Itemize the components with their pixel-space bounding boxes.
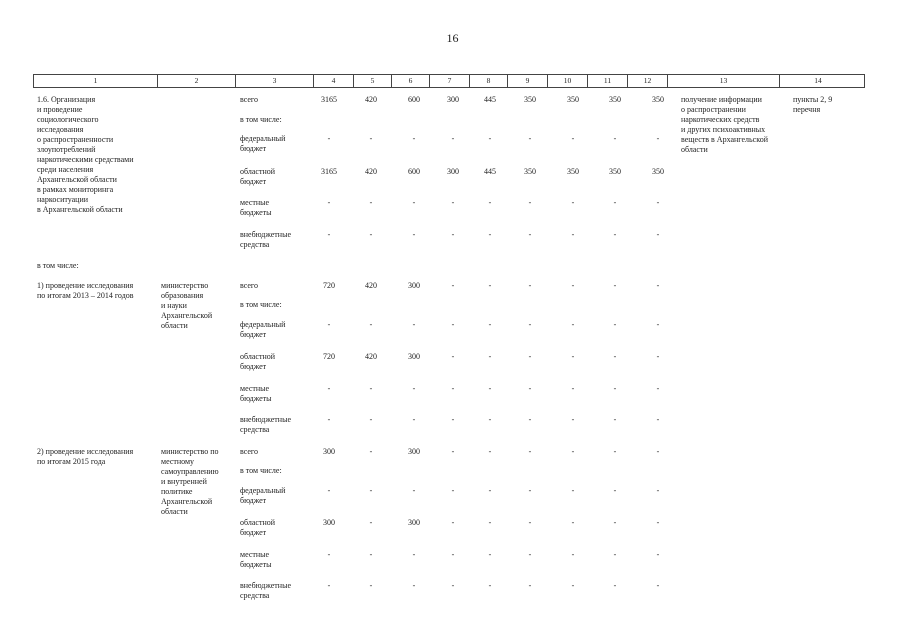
cell-value: -: [369, 134, 373, 143]
cell-value: -: [327, 486, 331, 495]
cell-value: -: [327, 198, 331, 207]
cell-value: 300: [323, 518, 335, 527]
cell-value: -: [571, 447, 575, 456]
cell-value: -: [412, 415, 416, 424]
column-header-6: 6: [392, 75, 430, 87]
cell-value: -: [613, 518, 617, 527]
cell-value: 350: [652, 95, 664, 104]
cell-value: 420: [365, 95, 377, 104]
row-label: бюджеты: [240, 394, 272, 403]
cell-value: -: [369, 198, 373, 207]
cell-value: -: [327, 230, 331, 239]
subitem-executor: самоуправлению: [161, 467, 219, 476]
cell-value: -: [613, 320, 617, 329]
cell-value: -: [327, 581, 331, 590]
row-label: средства: [240, 425, 270, 434]
cell-value: -: [412, 384, 416, 393]
cell-value: -: [488, 134, 492, 143]
cell-value: -: [488, 198, 492, 207]
cell-value: -: [451, 281, 455, 290]
cell-value: -: [327, 134, 331, 143]
cell-value: -: [528, 230, 532, 239]
cell-value: 3165: [321, 167, 337, 176]
row-label: бюджет: [240, 528, 267, 537]
cell-value: -: [451, 198, 455, 207]
cell-value: -: [571, 352, 575, 361]
row-label: областной: [240, 518, 276, 527]
cell-value: 300: [408, 447, 420, 456]
cell-value: -: [613, 384, 617, 393]
section-title: наркоситуации: [37, 195, 89, 204]
row-label: бюджет: [240, 177, 267, 186]
column-header-1: 1: [34, 75, 158, 87]
cell-value: -: [369, 581, 373, 590]
cell-value: -: [451, 550, 455, 559]
row-label: внебюджетные: [240, 415, 291, 424]
cell-value: -: [656, 581, 660, 590]
expected-result: и других психоактивных: [681, 125, 766, 134]
cell-value: -: [528, 281, 532, 290]
row-label: в том числе:: [240, 466, 282, 475]
cell-value: -: [451, 134, 455, 143]
cell-value: -: [451, 352, 455, 361]
cell-value: -: [613, 486, 617, 495]
section-title: исследования: [37, 125, 84, 134]
cell-value: 720: [323, 281, 335, 290]
column-header-3: 3: [236, 75, 314, 87]
cell-value: -: [451, 415, 455, 424]
expected-result: получение информации: [681, 95, 762, 104]
cell-value: -: [613, 550, 617, 559]
expected-result: о распространении: [681, 105, 746, 114]
section-title: среди населения: [37, 165, 94, 174]
cell-value: -: [451, 486, 455, 495]
expected-result: наркотических средств: [681, 115, 760, 124]
cell-value: -: [613, 415, 617, 424]
cell-value: 300: [408, 518, 420, 527]
subitem-executor: Архангельской: [161, 497, 213, 506]
cell-value: -: [528, 486, 532, 495]
row-label: всего: [240, 281, 259, 290]
cell-value: -: [488, 352, 492, 361]
cell-value: -: [369, 230, 373, 239]
cell-value: -: [571, 320, 575, 329]
section-title: социологического: [37, 115, 99, 124]
row-label: внебюджетные: [240, 230, 291, 239]
cell-value: 350: [567, 95, 579, 104]
reference: пункты 2, 9: [793, 95, 833, 104]
cell-value: 420: [365, 281, 377, 290]
cell-value: -: [528, 550, 532, 559]
cell-value: -: [528, 581, 532, 590]
column-header-12: 12: [628, 75, 668, 87]
section-title: в рамках мониторинга: [37, 185, 114, 194]
subitem-executor: области: [161, 321, 188, 330]
row-label: бюджет: [240, 362, 267, 371]
column-header-10: 10: [548, 75, 588, 87]
section-title: в Архангельской области: [37, 205, 123, 214]
cell-value: -: [412, 550, 416, 559]
subitem-title: 2) проведение исследования: [37, 447, 134, 456]
cell-value: -: [656, 550, 660, 559]
cell-value: -: [613, 447, 617, 456]
cell-value: 350: [609, 95, 621, 104]
subitem-executor: образования: [161, 291, 204, 300]
cell-value: 300: [323, 447, 335, 456]
cell-value: 3165: [321, 95, 337, 104]
column-header-4: 4: [314, 75, 354, 87]
row-label: местные: [240, 198, 270, 207]
column-header-11: 11: [588, 75, 628, 87]
cell-value: -: [369, 550, 373, 559]
column-header-7: 7: [430, 75, 470, 87]
subitem-executor: министерство по: [161, 447, 219, 456]
cell-value: -: [412, 134, 416, 143]
subitem-executor: политике: [161, 487, 193, 496]
expected-result: области: [681, 145, 708, 154]
cell-value: -: [451, 384, 455, 393]
cell-value: -: [528, 320, 532, 329]
cell-value: 300: [408, 281, 420, 290]
section-title: и проведение: [37, 105, 83, 114]
cell-value: -: [571, 198, 575, 207]
cell-value: -: [656, 384, 660, 393]
cell-value: -: [412, 486, 416, 495]
subitem-executor: области: [161, 507, 188, 516]
cell-value: -: [528, 518, 532, 527]
section-title: Архангельской области: [37, 175, 117, 184]
cell-value: 350: [524, 167, 536, 176]
row-label: областной: [240, 352, 276, 361]
column-header-9: 9: [508, 75, 548, 87]
cell-value: -: [451, 320, 455, 329]
row-label: бюджет: [240, 330, 267, 339]
cell-value: -: [369, 447, 373, 456]
column-header-14: 14: [814, 76, 822, 85]
subitem-title: 1) проведение исследования: [37, 281, 134, 290]
cell-value: -: [488, 518, 492, 527]
cell-value: -: [656, 518, 660, 527]
cell-value: -: [327, 320, 331, 329]
cell-value: -: [571, 518, 575, 527]
cell-value: -: [528, 134, 532, 143]
cell-value: 350: [609, 167, 621, 176]
cell-value: 445: [484, 95, 496, 104]
cell-value: -: [488, 281, 492, 290]
cell-value: -: [412, 230, 416, 239]
column-header-13: 13: [668, 75, 780, 87]
row-label: местные: [240, 384, 270, 393]
expected-result: веществ в Архангельской: [681, 135, 768, 144]
cell-value: -: [528, 384, 532, 393]
cell-value: -: [369, 518, 373, 527]
cell-value: 300: [408, 352, 420, 361]
subitem-executor: Архангельской: [161, 311, 213, 320]
cell-value: 720: [323, 352, 335, 361]
cell-value: -: [327, 550, 331, 559]
row-label: федеральный: [240, 134, 286, 143]
cell-value: -: [412, 198, 416, 207]
cell-value: -: [656, 486, 660, 495]
page-number: 16: [446, 31, 459, 45]
row-label: средства: [240, 591, 270, 600]
cell-value: -: [451, 447, 455, 456]
subitem-title: по итогам 2015 года: [37, 457, 106, 466]
cell-value: -: [369, 415, 373, 424]
cell-value: -: [656, 352, 660, 361]
cell-value: -: [369, 486, 373, 495]
row-label: всего: [240, 447, 259, 456]
cell-value: 420: [365, 167, 377, 176]
cell-value: -: [613, 581, 617, 590]
cell-value: -: [528, 447, 532, 456]
cell-value: 300: [447, 167, 459, 176]
cell-value: 420: [365, 352, 377, 361]
cell-value: -: [656, 230, 660, 239]
section-title: о распространенности: [37, 135, 114, 144]
cell-value: -: [656, 320, 660, 329]
cell-value: -: [528, 198, 532, 207]
cell-value: -: [327, 415, 331, 424]
cell-value: 445: [484, 167, 496, 176]
row-label: средства: [240, 240, 270, 249]
cell-value: -: [656, 447, 660, 456]
cell-value: -: [571, 415, 575, 424]
row-label: в том числе:: [240, 300, 282, 309]
cell-value: -: [451, 581, 455, 590]
cell-value: -: [656, 415, 660, 424]
row-label: областной: [240, 167, 276, 176]
row-label: бюджет: [240, 144, 267, 153]
cell-value: -: [369, 384, 373, 393]
row-label: внебюджетные: [240, 581, 291, 590]
cell-value: -: [571, 550, 575, 559]
row-label: бюджеты: [240, 208, 272, 217]
cell-value: 350: [652, 167, 664, 176]
cell-value: -: [488, 320, 492, 329]
subitem-executor: местному: [161, 457, 195, 466]
cell-value: 350: [524, 95, 536, 104]
cell-value: -: [488, 230, 492, 239]
cell-value: -: [488, 581, 492, 590]
cell-value: -: [488, 415, 492, 424]
cell-value: -: [488, 447, 492, 456]
row-label: всего: [240, 95, 259, 104]
column-header-2: 2: [158, 75, 236, 87]
section-title: наркотическими средствами: [37, 155, 134, 164]
row-label: федеральный: [240, 320, 286, 329]
cell-value: 350: [567, 167, 579, 176]
row-label: бюджеты: [240, 560, 272, 569]
cell-value: -: [528, 415, 532, 424]
cell-value: -: [528, 352, 532, 361]
cell-value: -: [613, 134, 617, 143]
subitem-executor: министерство: [161, 281, 209, 290]
cell-value: -: [488, 486, 492, 495]
cell-value: -: [451, 230, 455, 239]
cell-value: -: [412, 320, 416, 329]
row-label: федеральный: [240, 486, 286, 495]
cell-value: -: [656, 281, 660, 290]
cell-value: 600: [408, 95, 420, 104]
cell-value: -: [571, 384, 575, 393]
column-header-5: 5: [354, 75, 392, 87]
cell-value: 300: [447, 95, 459, 104]
cell-value: -: [369, 320, 373, 329]
subitem-title: по итогам 2013 – 2014 годов: [37, 291, 134, 300]
cell-value: -: [327, 384, 331, 393]
subitem-executor: и науки: [161, 301, 187, 310]
cell-value: -: [571, 230, 575, 239]
including-label: в том числе:: [37, 261, 79, 270]
cell-value: -: [656, 134, 660, 143]
cell-value: -: [488, 384, 492, 393]
cell-value: -: [613, 198, 617, 207]
column-header-row: [33, 74, 865, 88]
row-label: в том числе:: [240, 115, 282, 124]
cell-value: -: [451, 518, 455, 527]
reference: перечня: [793, 105, 821, 114]
cell-value: -: [571, 581, 575, 590]
column-header-8: 8: [470, 75, 508, 87]
row-label: местные: [240, 550, 270, 559]
section-title: 1.6. Организация: [37, 95, 96, 104]
cell-value: -: [571, 134, 575, 143]
cell-value: -: [613, 281, 617, 290]
cell-value: 600: [408, 167, 420, 176]
subitem-executor: и внутренней: [161, 477, 207, 486]
cell-value: -: [613, 352, 617, 361]
cell-value: -: [571, 281, 575, 290]
cell-value: -: [656, 198, 660, 207]
cell-value: -: [571, 486, 575, 495]
row-label: бюджет: [240, 496, 267, 505]
cell-value: -: [613, 230, 617, 239]
section-title: злоупотреблений: [37, 145, 96, 154]
cell-value: -: [412, 581, 416, 590]
cell-value: -: [488, 550, 492, 559]
